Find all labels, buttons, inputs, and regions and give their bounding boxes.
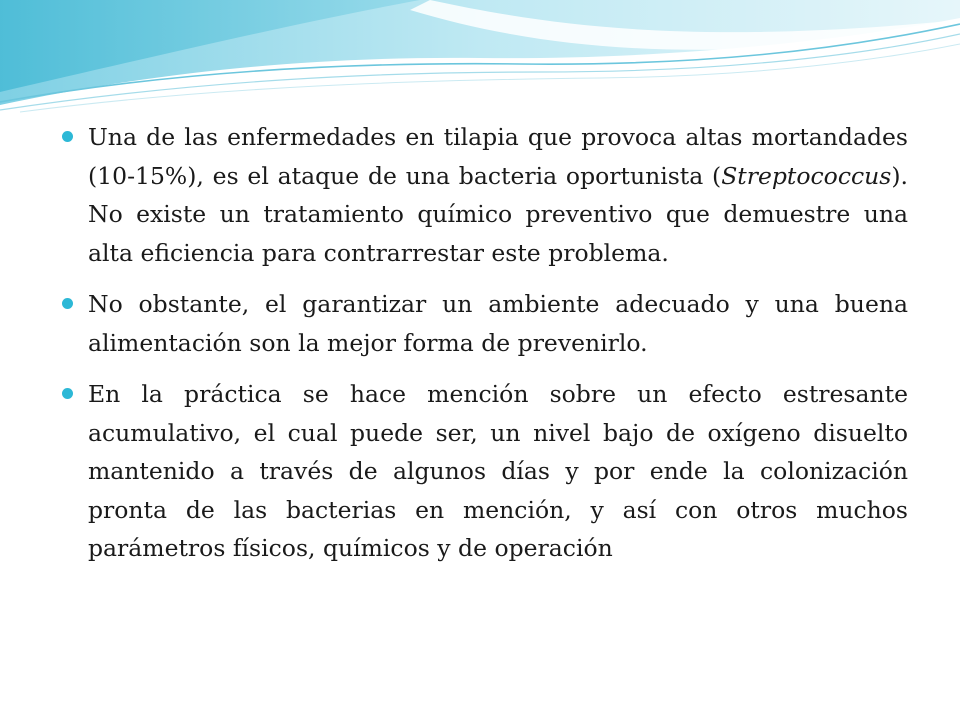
bullet-item-3: [62, 375, 908, 568]
bullet-dot-icon: [62, 388, 73, 399]
bullet-dot-icon: [62, 131, 73, 142]
bullet-item-2: [62, 285, 908, 362]
bullet-list: [62, 118, 908, 581]
bullet-3-text: En la práctica se hace mención sobre un efecto estresante acumulativo, el cual puede ser, un nivel bajo de oxígeno disuelto mantenido a través de algunos días y por ende la colonización pronta de las bacterias en mención, y así con otros muchos parámetros físicos, químicos y de operación: [88, 380, 908, 562]
bullet-dot-icon: [62, 298, 73, 309]
bullet-1-text-end: ). No existe un tratamiento químico preventivo que demuestre una alta eficiencia para contrarrestar este problema.: [88, 161, 908, 267]
bullet-1-italic-term: Streptococcus: [721, 161, 892, 190]
header-wave-decoration: [0, 0, 960, 130]
bullet-item-1: [62, 118, 908, 272]
bullet-1-text-start: Una de las enfermedades en tilapia que provoca altas mortandades (10-15%), es el ataque de una bacteria oportunista (: [88, 123, 908, 190]
bullet-2-text: No obstante, el garantizar un ambiente adecuado y una buena alimentación son la mejor forma de prevenirlo.: [88, 290, 908, 357]
